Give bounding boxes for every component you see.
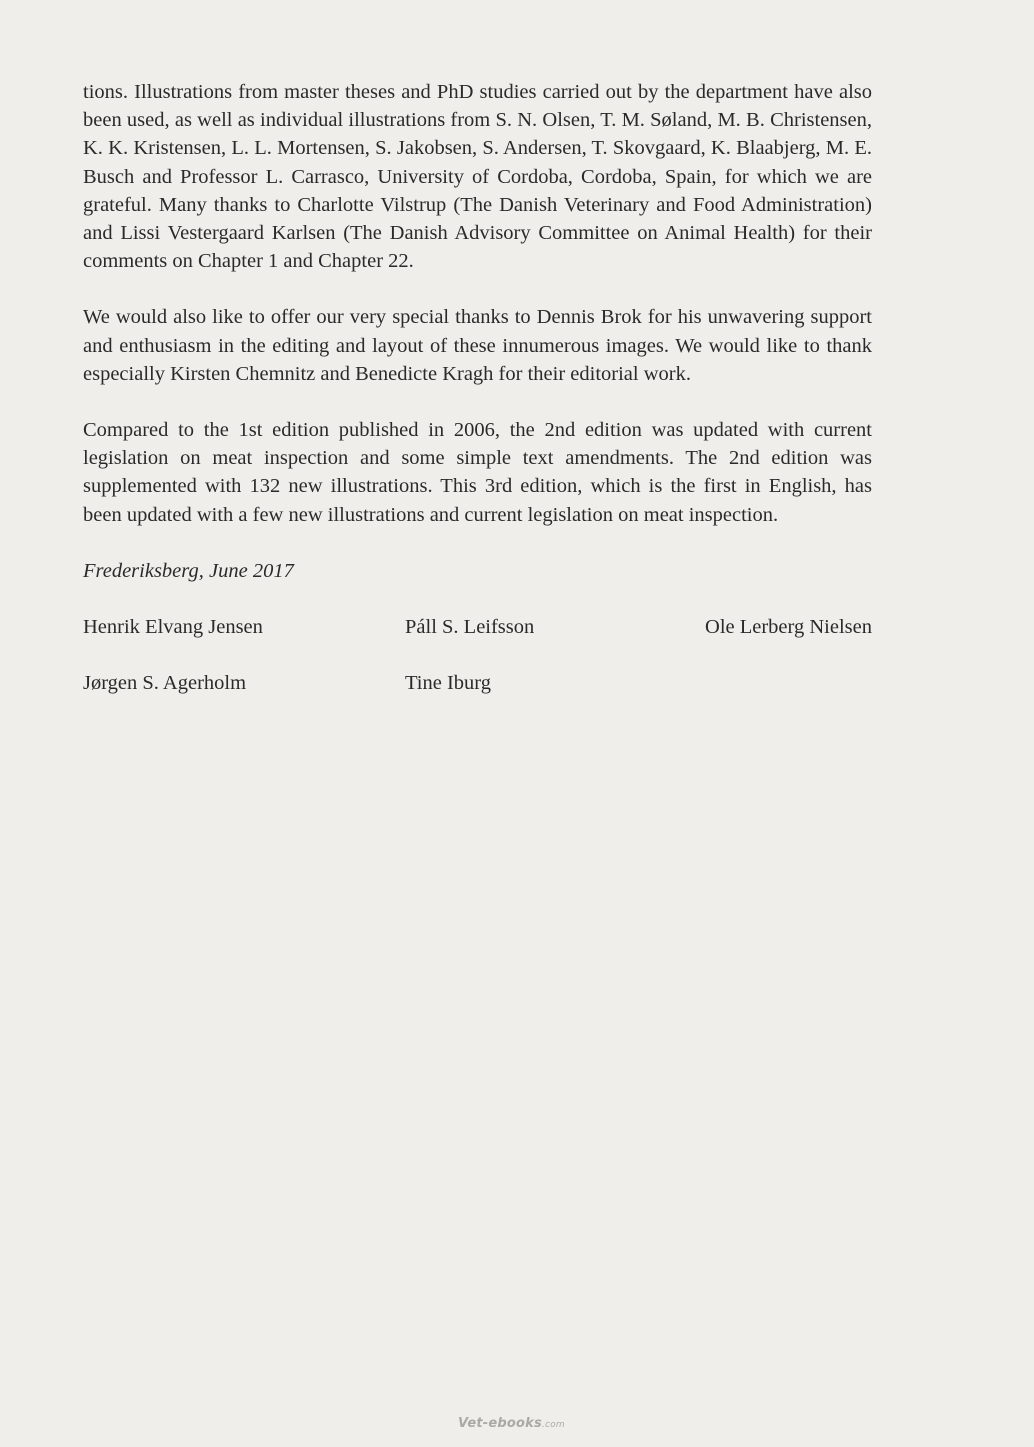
watermark-text: Vet-ebooks [458, 1416, 542, 1431]
signatories-row-2 [83, 669, 872, 697]
watermark-logo [458, 1416, 576, 1438]
watermark-suffix: .com [541, 1420, 565, 1430]
thanks-paragraph: We would also like to offer our very special thanks to Dennis Brok for his unwavering support and enthusiasm in the editing and layout of these innumerous images. We would like to thank especially Kirsten Chemnitz and Benedicte Kragh for their editorial work. [83, 306, 872, 385]
preface-continuation [83, 78, 872, 725]
place-date: Frederiksberg, June 2017 [83, 559, 294, 582]
edition-history-paragraph: Compared to the 1st edition published in 2006, the 2nd edition was updated with current legislation on meat inspection and some simple text amendments. The 2nd edition was supplemented with 132 new illustrations. This 3rd edition, which is the first in English, has been updated with a few new illustrations and current legislation on meat inspection. [83, 419, 872, 526]
author-name: Henrik Elvang Jensen [83, 616, 263, 639]
signatories-row-1 [83, 613, 872, 641]
acknowledgements-paragraph: tions. Illustrations from master theses and PhD studies carried out by the department have also been used, as well as individual illustrations from S. N. Olsen, T. M. Søland, M. B. Christensen, K. K. Kristensen, L. L. Mortensen, S. Jakobsen, S. Andersen, T. Skovgaard, K. Blaabjerg, M. E. Busch and Professor L. Carrasco, University of Cordoba, Cordoba, Spain, for which we are grateful. Many thanks to Charlotte Vilstrup (The Danish Veterinary and Food Administration) and Lissi Vestergaard Karlsen (The Danish Advisory Committee on Animal Health) for their comments on Chapter 1 and Chapter 22. [83, 81, 872, 273]
author-name: Páll S. Leifsson [405, 616, 535, 639]
author-name: Tine Iburg [405, 672, 492, 695]
author-name: Jørgen S. Agerholm [83, 672, 247, 695]
author-name: Ole Lerberg Nielsen [705, 616, 872, 639]
